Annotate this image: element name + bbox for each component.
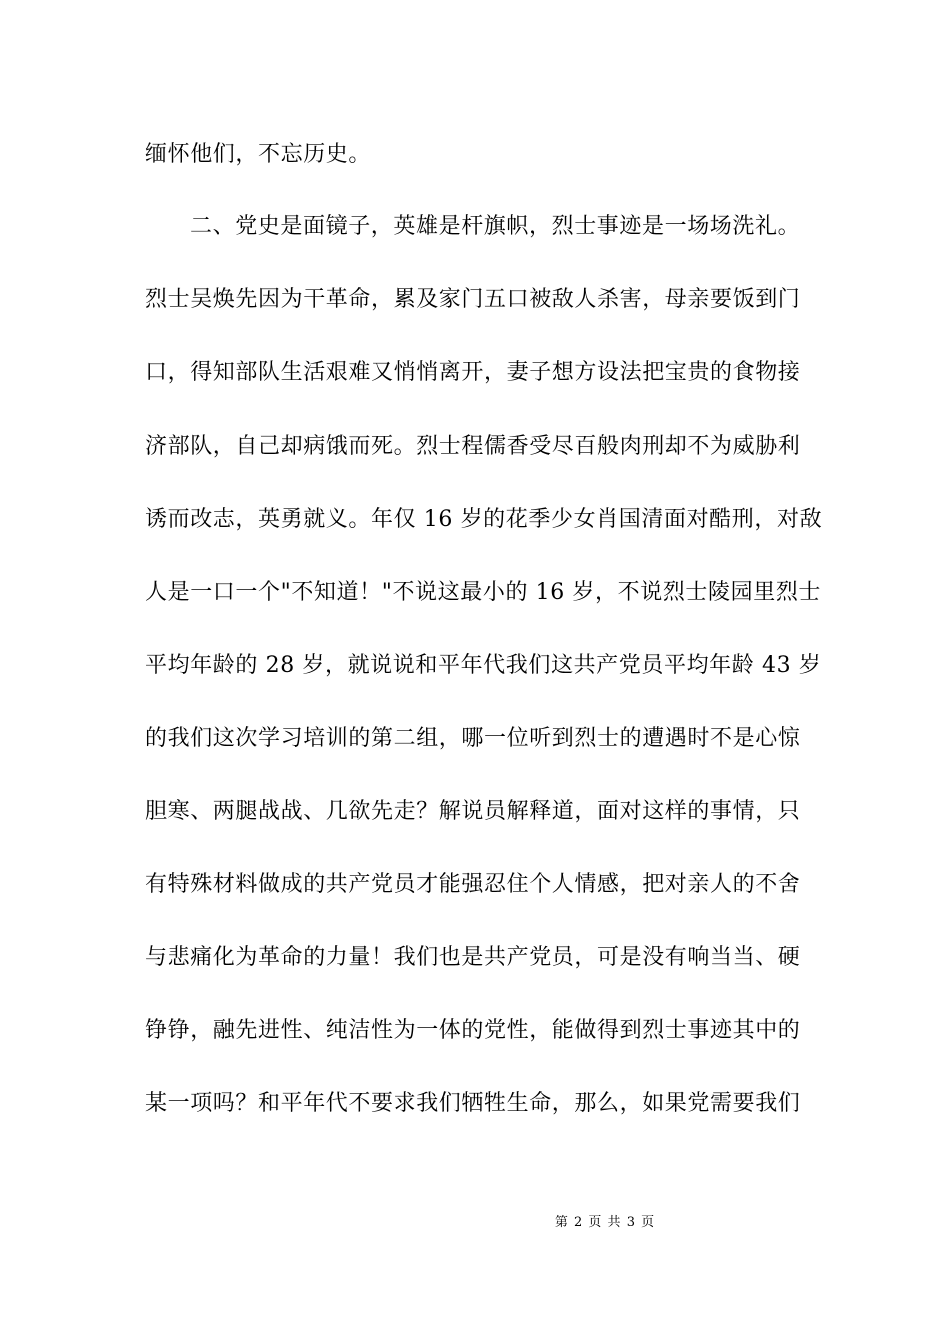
paragraph-line: 与悲痛化为革命的力量！我们也是共产党员，可是没有响当当、硬 (145, 945, 801, 970)
paragraph-line: 人是一口一个"不知道！"不说这最小的 16 岁，不说烈士陵园里烈士 (145, 580, 822, 605)
paragraph-line: 平均年龄的 28 岁，就说说和平年代我们这共产党员平均年龄 43 岁 (145, 653, 822, 678)
page-footer: 第 2 页 共 3 页 (554, 1215, 656, 1230)
paragraph-line: 的我们这次学习培训的第二组，哪一位听到烈士的遭遇时不是心惊 (145, 726, 801, 751)
paragraph-line: 诱而改志，英勇就义。年仅 16 岁的花季少女肖国清面对酷刑，对敌 (145, 507, 823, 532)
paragraph-line: 铮铮，融先进性、纯洁性为一体的党性，能做得到烈士事迹其中的 (145, 1018, 801, 1043)
paragraph-line: 缅怀他们，不忘历史。 (145, 142, 372, 167)
paragraph-line: 二、党史是面镜子，英雄是杆旗帜，烈士事迹是一场场洗礼。 (190, 214, 801, 239)
paragraph-line: 济部队，自己却病饿而死。烈士程儒香受尽百般肉刑却不为威胁利 (145, 434, 801, 459)
paragraph-line: 烈士吴焕先因为干革命，累及家门五口被敌人杀害，母亲要饭到门 (145, 287, 801, 312)
paragraph-line: 胆寒、两腿战战、几欲先走？解说员解释道，面对这样的事情，只 (145, 799, 801, 824)
paragraph-line: 口，得知部队生活艰难又悄悄离开，妻子想方设法把宝贵的食物接 (145, 360, 801, 385)
paragraph-line: 某一项吗？和平年代不要求我们牺牲生命，那么，如果党需要我们 (145, 1091, 801, 1116)
paragraph-line: 有特殊材料做成的共产党员才能强忍住个人情感，把对亲人的不舍 (145, 872, 801, 897)
